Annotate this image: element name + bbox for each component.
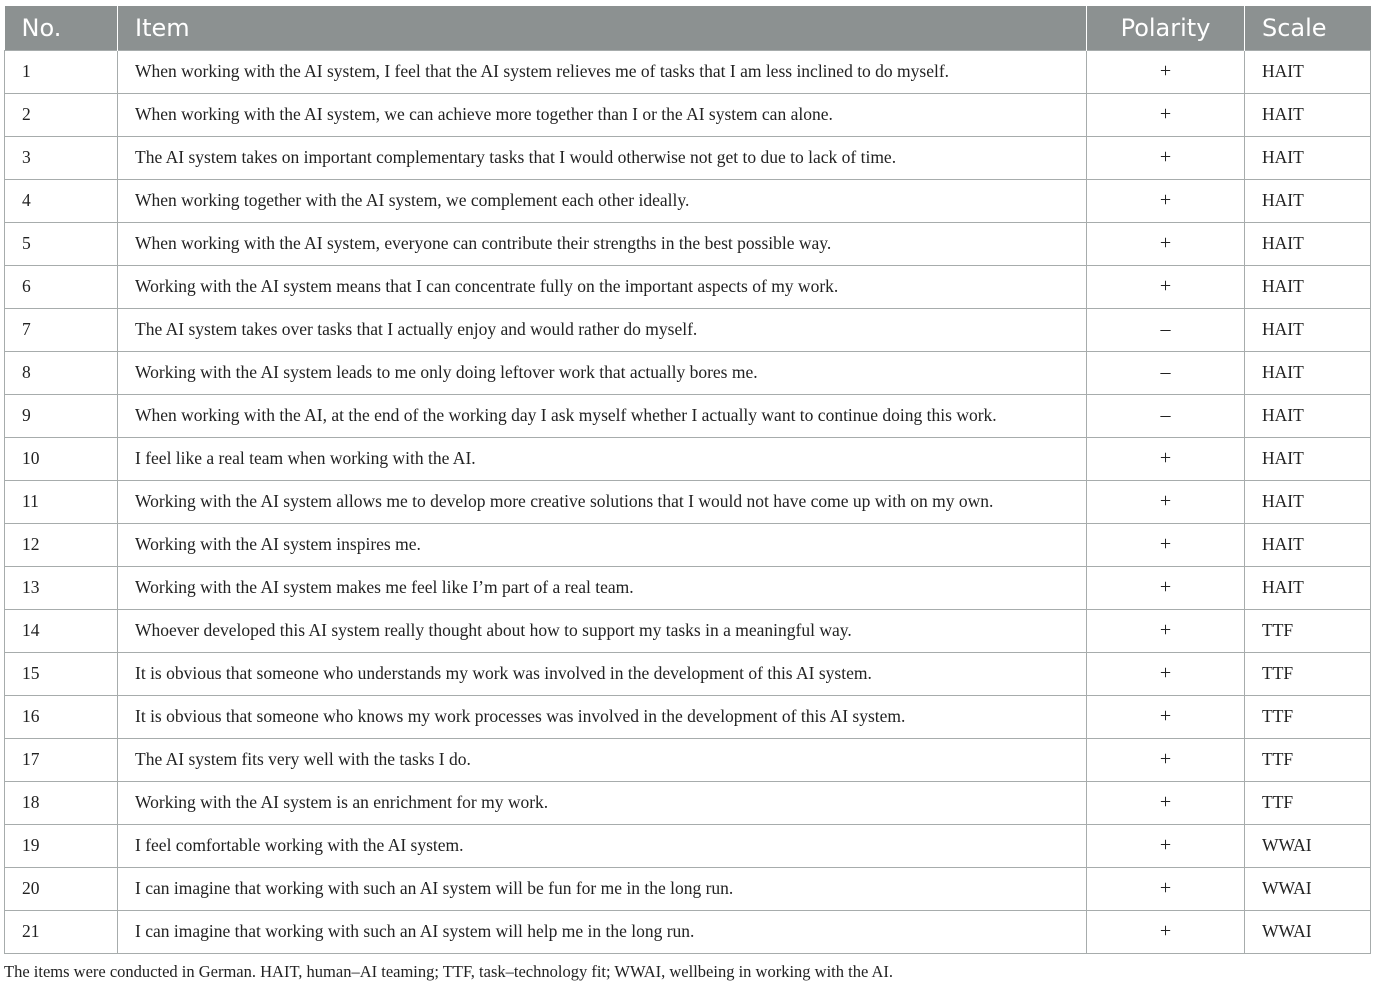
table-row [5,179,1371,222]
table-row [5,824,1371,867]
row-polarity: + [1087,265,1245,308]
table-footnote: The items were conducted in German. HAIT, human–AI teaming; TTF, task–technology fit; WWAI, wellbeing in working with the AI. [4,962,894,981]
row-polarity: + [1087,652,1245,695]
row-polarity: + [1087,867,1245,910]
row-polarity: + [1087,910,1245,953]
row-item: The AI system fits very well with the tasks I do. [118,738,1087,781]
row-scale: HAIT [1245,523,1371,566]
row-scale: HAIT [1245,222,1371,265]
row-polarity: + [1087,824,1245,867]
table-row [5,265,1371,308]
row-polarity: + [1087,136,1245,179]
table-row [5,867,1371,910]
row-number: 11 [5,480,118,523]
row-item: Working with the AI system means that I can concentrate fully on the important aspects of my work. [118,265,1087,308]
table-row [5,523,1371,566]
row-scale: HAIT [1245,93,1371,136]
row-number: 7 [5,308,118,351]
row-polarity: + [1087,566,1245,609]
row-number: 16 [5,695,118,738]
header-polarity: Polarity [1087,6,1245,50]
row-polarity: + [1087,179,1245,222]
table-row [5,93,1371,136]
row-scale: HAIT [1245,308,1371,351]
row-item: I can imagine that working with such an AI system will help me in the long run. [118,910,1087,953]
row-item: When working with the AI system, I feel that the AI system relieves me of tasks that I am less inclined to do myself. [118,50,1087,93]
row-polarity: + [1087,609,1245,652]
row-item: Working with the AI system makes me feel like I’m part of a real team. [118,566,1087,609]
items-table [4,6,1371,954]
row-number: 12 [5,523,118,566]
row-scale: TTF [1245,695,1371,738]
row-scale: WWAI [1245,824,1371,867]
row-number: 2 [5,93,118,136]
row-scale: HAIT [1245,136,1371,179]
row-number: 14 [5,609,118,652]
row-item: Working with the AI system allows me to develop more creative solutions that I would not have come up with on my own. [118,480,1087,523]
row-number: 6 [5,265,118,308]
row-item: When working together with the AI system, we complement each other ideally. [118,179,1087,222]
row-polarity: + [1087,523,1245,566]
row-scale: HAIT [1245,480,1371,523]
row-number: 19 [5,824,118,867]
row-polarity: – [1087,394,1245,437]
table-row [5,652,1371,695]
row-polarity: + [1087,781,1245,824]
row-polarity: + [1087,738,1245,781]
row-item: Whoever developed this AI system really thought about how to support my tasks in a meaningful way. [118,609,1087,652]
table-row [5,308,1371,351]
row-polarity: – [1087,351,1245,394]
row-number: 15 [5,652,118,695]
row-number: 8 [5,351,118,394]
row-scale: TTF [1245,738,1371,781]
row-scale: HAIT [1245,179,1371,222]
row-scale: HAIT [1245,566,1371,609]
row-item: It is obvious that someone who knows my work processes was involved in the development of this AI system. [118,695,1087,738]
row-scale: HAIT [1245,437,1371,480]
row-polarity: – [1087,308,1245,351]
row-scale: HAIT [1245,265,1371,308]
table-row [5,695,1371,738]
row-scale: WWAI [1245,910,1371,953]
row-item: Working with the AI system leads to me only doing leftover work that actually bores me. [118,351,1087,394]
row-polarity: + [1087,222,1245,265]
table-row [5,738,1371,781]
table-row [5,437,1371,480]
table-row [5,222,1371,265]
row-number: 4 [5,179,118,222]
header-row [5,6,1371,50]
row-scale: HAIT [1245,394,1371,437]
row-polarity: + [1087,480,1245,523]
row-item: The AI system takes on important complementary tasks that I would otherwise not get to due to lack of time. [118,136,1087,179]
row-item: It is obvious that someone who understands my work was involved in the development of this AI system. [118,652,1087,695]
row-item: I can imagine that working with such an AI system will be fun for me in the long run. [118,867,1087,910]
header-no: No. [5,6,118,50]
table-row [5,351,1371,394]
row-scale: HAIT [1245,351,1371,394]
table-row [5,136,1371,179]
row-item: When working with the AI system, we can achieve more together than I or the AI system can alone. [118,93,1087,136]
header-scale: Scale [1245,6,1371,50]
table-row [5,566,1371,609]
row-scale: TTF [1245,609,1371,652]
table-row [5,781,1371,824]
row-scale: TTF [1245,652,1371,695]
row-item: I feel comfortable working with the AI system. [118,824,1087,867]
row-item: The AI system takes over tasks that I actually enjoy and would rather do myself. [118,308,1087,351]
table-row [5,50,1371,93]
row-item: Working with the AI system is an enrichment for my work. [118,781,1087,824]
row-polarity: + [1087,695,1245,738]
row-polarity: + [1087,50,1245,93]
row-polarity: + [1087,93,1245,136]
row-number: 5 [5,222,118,265]
row-number: 10 [5,437,118,480]
table-row [5,394,1371,437]
table-row [5,910,1371,953]
row-number: 3 [5,136,118,179]
row-item: When working with the AI, at the end of the working day I ask myself whether I actually want to continue doing this work. [118,394,1087,437]
row-number: 21 [5,910,118,953]
row-item: I feel like a real team when working with the AI. [118,437,1087,480]
row-polarity: + [1087,437,1245,480]
row-number: 20 [5,867,118,910]
row-number: 1 [5,50,118,93]
row-number: 18 [5,781,118,824]
row-number: 13 [5,566,118,609]
table-body [5,50,1371,953]
table-row [5,480,1371,523]
row-item: Working with the AI system inspires me. [118,523,1087,566]
row-scale: TTF [1245,781,1371,824]
row-scale: HAIT [1245,50,1371,93]
header-item: Item [118,6,1087,50]
table-row [5,609,1371,652]
row-number: 9 [5,394,118,437]
row-item: When working with the AI system, everyone can contribute their strengths in the best possible way. [118,222,1087,265]
row-number: 17 [5,738,118,781]
row-scale: WWAI [1245,867,1371,910]
